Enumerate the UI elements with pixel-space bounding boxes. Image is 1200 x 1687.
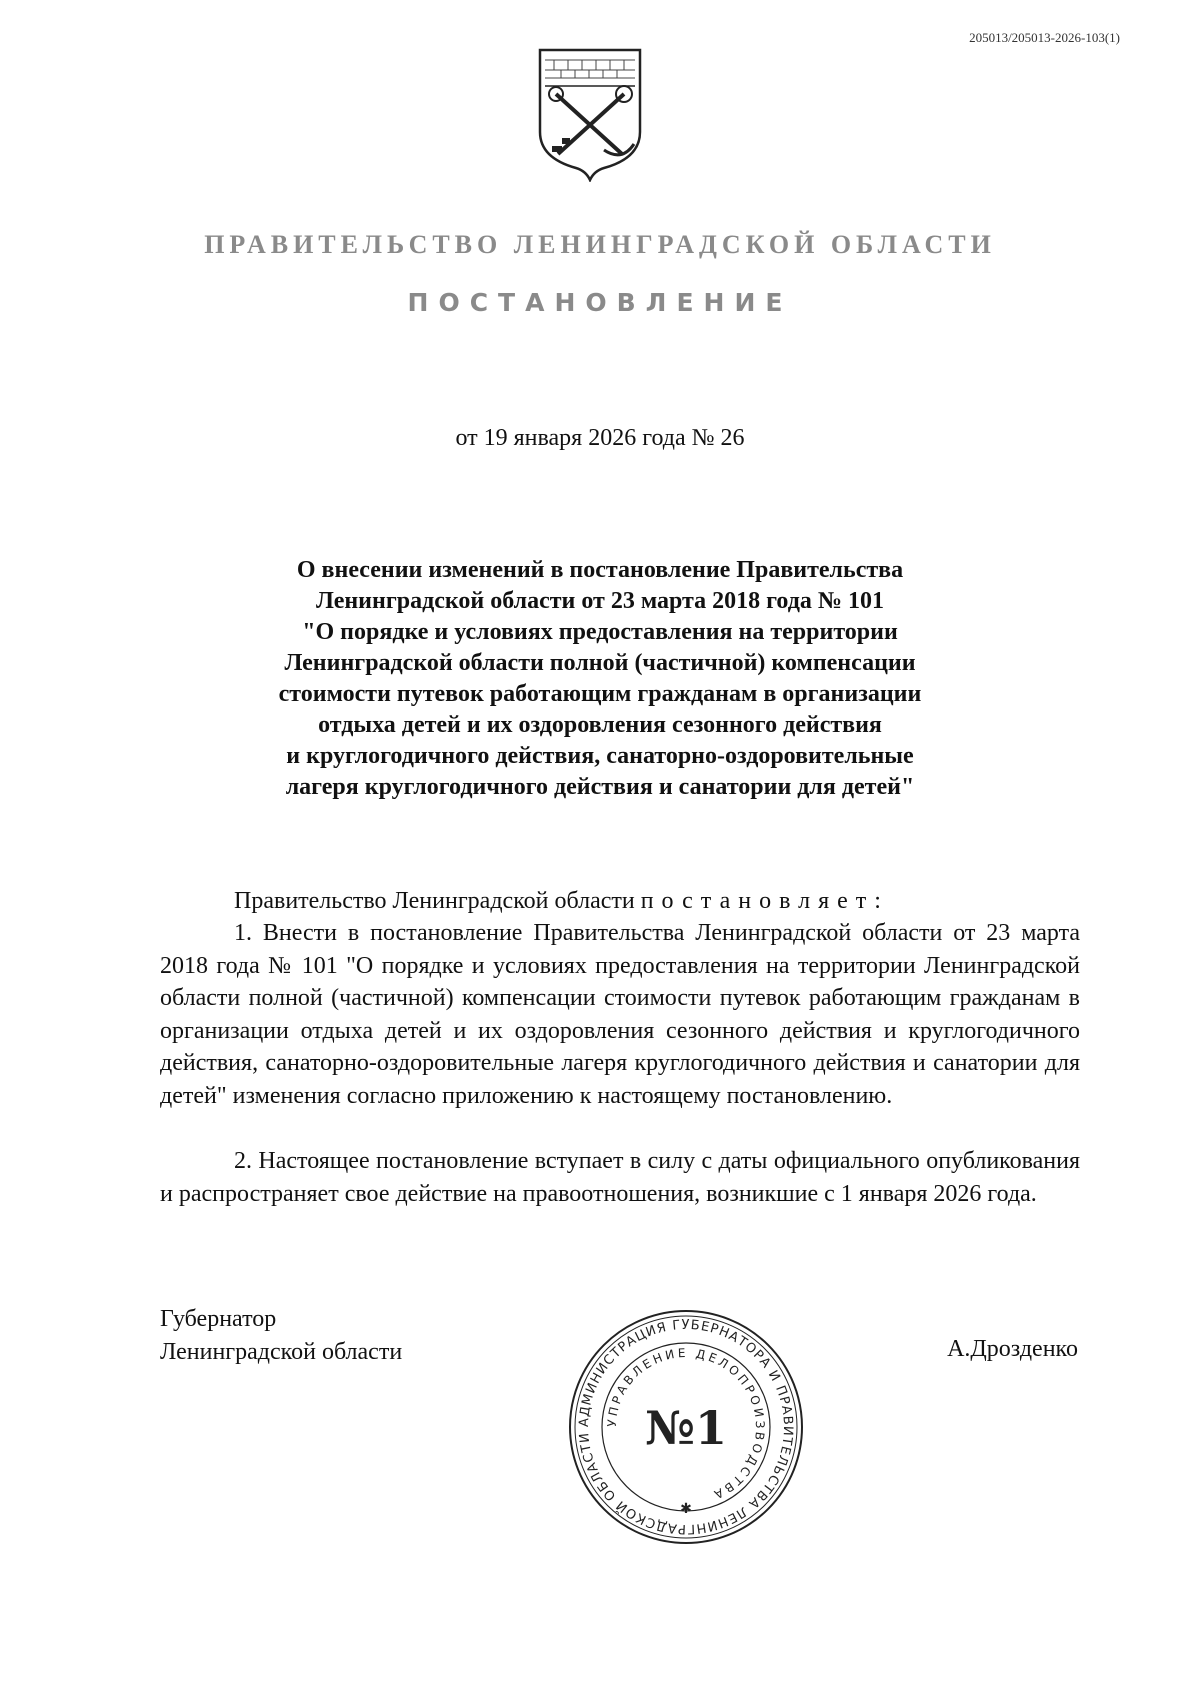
organization-name: ПРАВИТЕЛЬСТВО ЛЕНИНГРАДСКОЙ ОБЛАСТИ	[204, 230, 996, 259]
signatory-position	[160, 1303, 402, 1369]
title-line: "О порядке и условиях предоставления на территории	[302, 619, 898, 645]
title-line: и круглогодичного действия, санаторно-оздоровительные	[286, 743, 914, 769]
intro-verb: постановляет:	[640, 888, 889, 914]
document-title	[160, 555, 1040, 803]
registration-number: 205013/205013-2026-103(1)	[969, 30, 1120, 45]
document-type: ПОСТАНОВЛЕНИЕ	[407, 288, 793, 317]
stamp-inner-text: УПРАВЛЕНИЕ ДЕЛОПРОИЗВОДСТВА	[604, 1345, 768, 1503]
title-line: О внесении изменений в постановление Правительства	[296, 557, 904, 583]
document-date-number: от 19 января 2026 года № 26	[455, 425, 745, 451]
resolution-item-2: 2. Настоящее постановление вступает в силу с даты официального опубликования и распространяет свое действие на правоотношения, возникшие с 1 января 2026 года.	[160, 1148, 1080, 1207]
resolution-item-1: 1. Внести в постановление Правительства Ленинградской области от 23 марта 2018 года № 101 "О порядке и условиях предоставления на территории Ленинградской области полной (частичной) компенсации стоимости путевок работающим гражданам в организации отдыха детей и их оздоровления сезонного действия и круглогодичного действия, санаторно-оздоровительные лагеря круглогодичного действия и санатории для детей" изменения согласно приложению к настоящему постановлению.	[160, 920, 1080, 1109]
stamp-outer-text: АДМИНИСТРАЦИЯ ГУБЕРНАТОРА И ПРАВИТЕЛЬСТВА ЛЕНИНГРАДСКОЙ ОБЛАСТИ	[576, 1317, 796, 1537]
title-line: Ленинградской области от 23 марта 2018 года № 101	[315, 588, 884, 614]
stamp-star-icon: ✱	[680, 1502, 692, 1517]
title-line: отдыха детей и их оздоровления сезонного действия	[318, 712, 882, 738]
intro-subject: Правительство Ленинградской области	[234, 888, 635, 914]
position-line: Ленинградской области	[160, 1339, 403, 1365]
resolution-intro	[160, 885, 1080, 917]
title-line: стоимости путевок работающим гражданам в организации	[278, 681, 922, 707]
official-stamp	[566, 1307, 806, 1547]
coat-of-arms-icon	[534, 46, 646, 182]
title-line: Ленинградской области полной (частичной) компенсации	[284, 650, 916, 676]
stamp-number: №1	[644, 1401, 728, 1455]
title-line: лагеря круглогодичного действия и санатории для детей"	[285, 774, 915, 800]
position-line: Губернатор	[160, 1306, 277, 1332]
signatory-name: А.Дрозденко	[947, 1336, 1078, 1362]
